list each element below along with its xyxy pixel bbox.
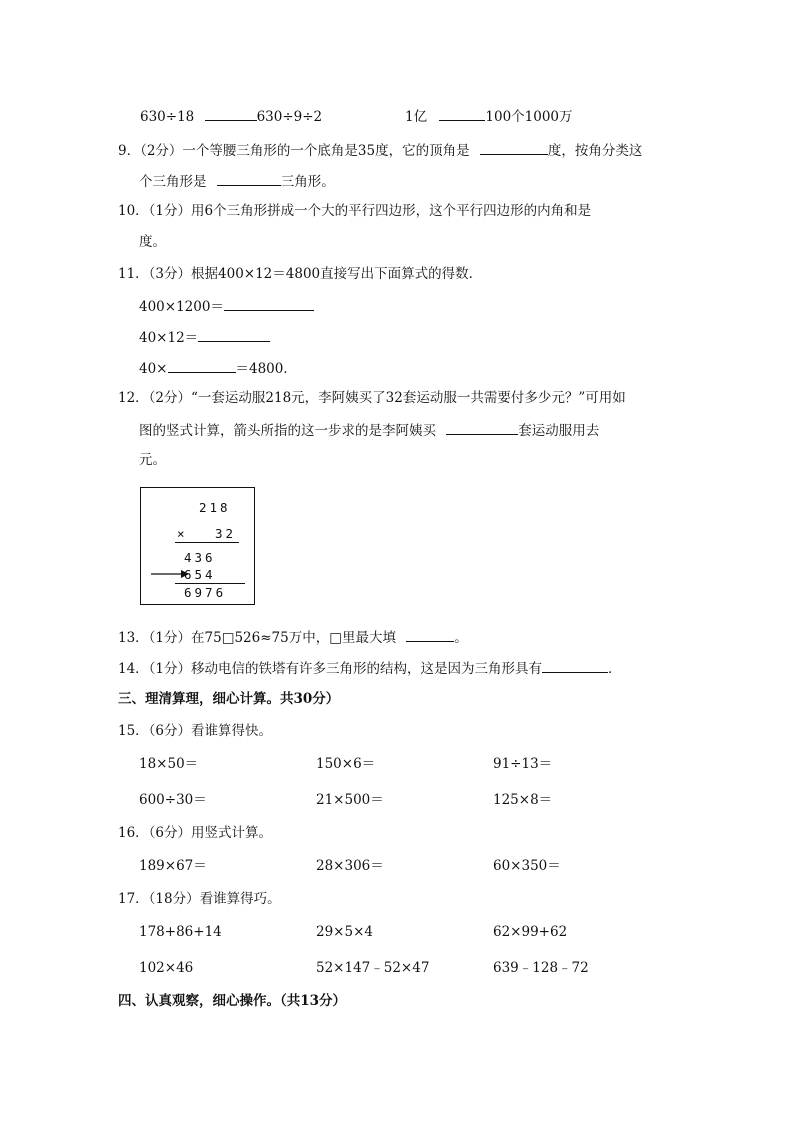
calc-multiplicand: 218 (199, 500, 231, 515)
q13-text: 13．（1分）在75□526≈75万中，□里最大填 (118, 630, 396, 646)
q15-item: 600÷30＝ (139, 792, 207, 808)
q11-c-pre: 40× (139, 361, 168, 377)
section-3-heading: 三、理清算理，细心计算。共30分） (118, 691, 340, 707)
q16-item: 189×67＝ (139, 858, 207, 874)
calc-partial-1: 436 (184, 550, 216, 565)
q15-item: 18×50＝ (139, 756, 199, 772)
answer-blank[interactable] (406, 627, 454, 642)
q11-item-a (139, 296, 314, 316)
question-9-line2 (139, 171, 335, 191)
question-17: 17．（18分）看谁算得巧。 (118, 891, 281, 907)
answer-blank[interactable] (439, 106, 485, 121)
q16-item: 28×306＝ (316, 858, 384, 874)
question-10: 10．（1分）用6个三角形拼成一个大的平行四边形，这个平行四边形的内角和是 (118, 203, 592, 219)
calc-product: 6976 (184, 585, 227, 600)
q9-text-2b: 三角形。 (280, 174, 335, 190)
calc-times-sign: × (177, 526, 188, 541)
arrow-icon (149, 568, 189, 580)
q17-item: 639﹣128﹣72 (493, 960, 589, 976)
question-12-line3: 元。 (139, 452, 166, 468)
answer-blank[interactable] (217, 171, 281, 186)
answer-blank[interactable] (205, 106, 257, 121)
q17-item: 29×5×4 (316, 924, 373, 940)
q15-item: 125×8＝ (493, 792, 553, 808)
q9-text: 9．（2分）一个等腰三角形的一个底角是35度，它的顶角是 (118, 143, 470, 159)
calc-rule-1 (175, 542, 239, 543)
q16-item: 60×350＝ (493, 858, 561, 874)
q9-text-mid: 度，按角分类这 (547, 143, 643, 159)
q11-a-text: 400×1200＝ (139, 299, 224, 315)
q12-text-2b: 套运动服用去 (518, 423, 600, 439)
answer-blank[interactable] (480, 140, 548, 155)
compare-right-2: 100个1000万 (485, 109, 573, 125)
q11-b-text: 40×12＝ (139, 330, 199, 346)
question-15: 15．（6分）看谁算得快。 (118, 723, 273, 739)
calc-multiplier: 32 (215, 526, 237, 541)
compare-right-1: 630÷9÷2 (256, 109, 323, 125)
q9-text-2a: 个三角形是 (139, 174, 207, 190)
q14-post: ． (608, 661, 622, 677)
q17-item: 52×147﹣52×47 (316, 960, 430, 976)
vertical-calculation-figure (140, 487, 255, 605)
question-12: 12．（2分）“一套运动服218元，李阿姨买了32套运动服一共需要付多少元？”可用如 (118, 390, 626, 406)
q17-item: 62×99+62 (493, 924, 568, 940)
q14-text: 14．（1分）移动电信的铁塔有许多三角形的结构，这是因为三角形具有 (118, 661, 543, 677)
comparison-row-2 (405, 106, 573, 126)
compare-left-2: 1亿 (405, 109, 428, 125)
calc-partial-2: 654 (184, 567, 216, 582)
question-14 (118, 658, 622, 678)
question-13 (118, 627, 468, 647)
q11-c-post: ＝4800． (235, 361, 297, 377)
question-16: 16．（6分）用竖式计算。 (118, 825, 273, 841)
q15-item: 21×500＝ (316, 792, 384, 808)
calc-rule-2 (175, 583, 245, 584)
question-11: 11．（3分）根据400×12＝4800直接写出下面算式的得数． (118, 266, 483, 282)
question-10-line2: 度。 (139, 234, 166, 250)
q17-item: 102×46 (139, 960, 194, 976)
q11-item-b (139, 327, 270, 347)
question-9 (118, 140, 642, 160)
comparison-row (140, 106, 322, 126)
answer-blank[interactable] (446, 420, 518, 435)
answer-blank[interactable] (198, 327, 270, 342)
q13-post: 。 (454, 630, 468, 646)
answer-blank[interactable] (542, 658, 608, 673)
q17-item: 178+86+14 (139, 924, 222, 940)
question-12-line2 (139, 420, 599, 440)
answer-blank[interactable] (224, 296, 314, 311)
compare-left-1: 630÷18 (140, 109, 195, 125)
q11-item-c (139, 358, 297, 378)
section-4-heading: 四、认真观察，细心操作。（共13分） (118, 993, 347, 1009)
answer-blank[interactable] (168, 358, 236, 373)
q15-item: 150×6＝ (316, 756, 376, 772)
q15-item: 91÷13＝ (493, 756, 553, 772)
q12-text-2a: 图的竖式计算，箭头所指的这一步求的是李阿姨买 (139, 423, 436, 439)
